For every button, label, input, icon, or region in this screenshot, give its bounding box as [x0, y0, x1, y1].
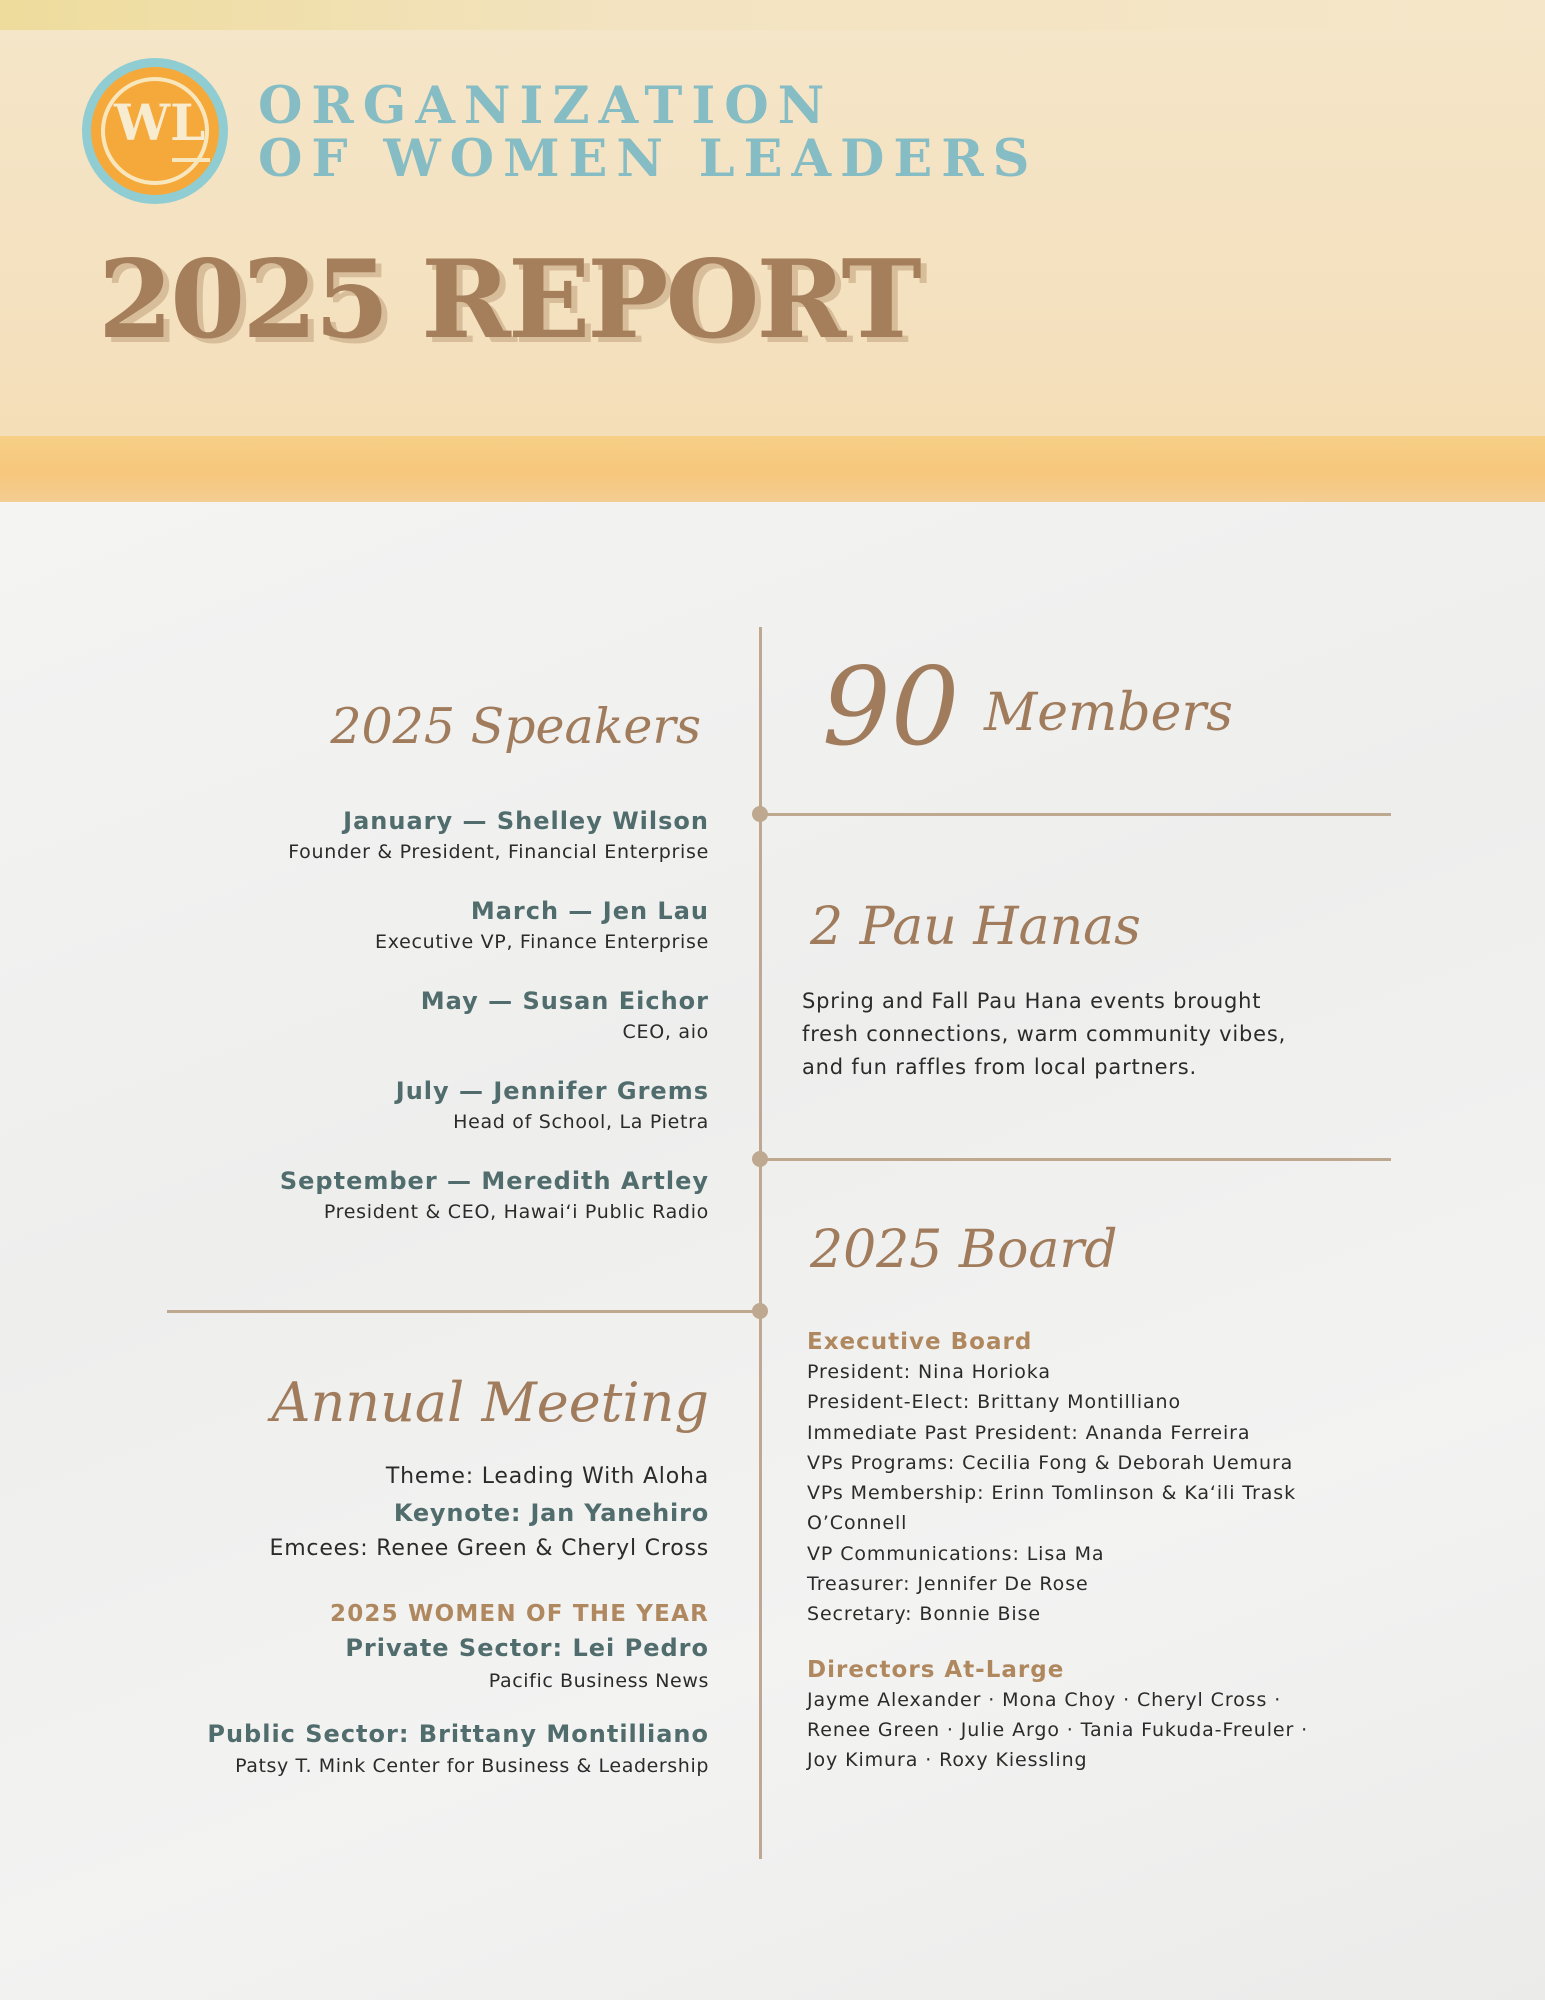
- speaker-entry: [149, 1166, 709, 1227]
- org-name-line1: ORGANIZATION: [258, 76, 834, 136]
- logo-text: WL: [114, 93, 206, 152]
- speaker-role: President & CEO, Hawaiʻi Public Radio: [323, 1201, 709, 1223]
- speakers-divider: [167, 1310, 761, 1313]
- speaker-role: Head of School, La Pietra: [453, 1111, 709, 1133]
- speaker-name: March — Jen Lau: [470, 897, 709, 925]
- divider-dot: [752, 1303, 768, 1319]
- speaker-name: May — Susan Eichor: [420, 987, 709, 1015]
- woy-private-name: Private Sector: Lei Pedro: [345, 1634, 709, 1662]
- speaker-entry: [149, 1076, 709, 1137]
- org-name-line2: OF WOMEN LEADERS: [258, 129, 1039, 189]
- board-member: President-Elect: Brittany Montilliano: [807, 1391, 1182, 1414]
- directors-line: Joy Kimura · Roxy Kiessling: [807, 1749, 1088, 1772]
- members-divider: [760, 813, 1391, 816]
- annual-meeting-heading: Annual Meeting: [271, 1371, 709, 1434]
- pau-hanas-text: [802, 985, 1362, 1084]
- members-count: 90: [822, 645, 960, 770]
- speaker-entry: [149, 896, 709, 957]
- woy-private-org: Pacific Business News: [488, 1670, 709, 1692]
- board-member: Treasurer: Jennifer De Rose: [807, 1573, 1089, 1596]
- pau-hanas-line: Spring and Fall Pau Hana events brought: [802, 989, 1262, 1013]
- speaker-name: July — Jennifer Grems: [395, 1077, 709, 1105]
- board-list: [807, 1327, 1407, 1776]
- report-title: 2025 REPORT: [98, 237, 919, 363]
- board-member: President: Nina Horioka: [807, 1361, 1051, 1383]
- board-member: VPs Programs: Cecilia Fong & Deborah Uemura: [807, 1451, 1294, 1474]
- directors-heading: Directors At-Large: [807, 1656, 1065, 1683]
- board-heading: 2025 Board: [810, 1220, 1118, 1280]
- pau-hana-divider: [760, 1158, 1391, 1161]
- woy-public-name: Public Sector: Brittany Montilliano: [207, 1720, 709, 1748]
- speaker-entry: [149, 806, 709, 867]
- members-label: Members: [984, 683, 1233, 743]
- woy-heading: 2025 WOMEN OF THE YEAR: [329, 1601, 709, 1627]
- owl-logo-icon: [78, 54, 232, 208]
- pau-hanas-heading: 2 Pau Hanas: [810, 897, 1141, 957]
- speaker-entry: [149, 986, 709, 1047]
- speakers-heading: 2025 Speakers: [330, 698, 701, 755]
- divider-dot: [752, 1151, 768, 1167]
- speakers-list: [149, 806, 709, 1256]
- header-stripe: [0, 436, 1545, 502]
- exec-board-heading: Executive Board: [807, 1329, 1033, 1355]
- speaker-name: January — Shelley Wilson: [343, 807, 709, 835]
- speaker-role: CEO, aio: [622, 1021, 709, 1043]
- meeting-keynote: Keynote: Jan Yanehiro: [393, 1499, 709, 1527]
- board-member: Secretary: Bonnie Bise: [807, 1603, 1041, 1626]
- women-of-the-year: [89, 1597, 709, 1781]
- board-member: Immediate Past President: Ananda Ferreira: [807, 1421, 1251, 1444]
- board-member: VP Communications: Lisa Ma: [807, 1542, 1105, 1565]
- org-name: [258, 76, 1039, 189]
- pau-hanas-line: and fun raffles from local partners.: [802, 1055, 1198, 1079]
- speaker-name: September — Meredith Artley: [279, 1167, 709, 1195]
- directors-line: Jayme Alexander · Mona Choy · Cheryl Cross ·: [807, 1688, 1282, 1711]
- board-member: O’Connell: [807, 1512, 908, 1535]
- board-member: VPs Membership: Erinn Tomlinson & Kaʻili Trask: [807, 1482, 1296, 1505]
- header-tint: [0, 0, 1545, 30]
- divider-dot: [752, 806, 768, 822]
- speaker-role: Executive VP, Finance Enterprise: [375, 931, 709, 953]
- meeting-theme: Theme: Leading With Aloha: [385, 1464, 709, 1489]
- meeting-emcees: Emcees: Renee Green & Cheryl Cross: [269, 1536, 709, 1561]
- directors-line: Renee Green · Julie Argo · Tania Fukuda-Freuler ·: [807, 1718, 1309, 1741]
- woy-public-org: Patsy T. Mink Center for Business & Leadership: [235, 1755, 709, 1777]
- speaker-role: Founder & President, Financial Enterprise: [288, 841, 709, 863]
- pau-hanas-line: fresh connections, warm community vibes,: [802, 1022, 1287, 1046]
- annual-meeting-details: [89, 1459, 709, 1567]
